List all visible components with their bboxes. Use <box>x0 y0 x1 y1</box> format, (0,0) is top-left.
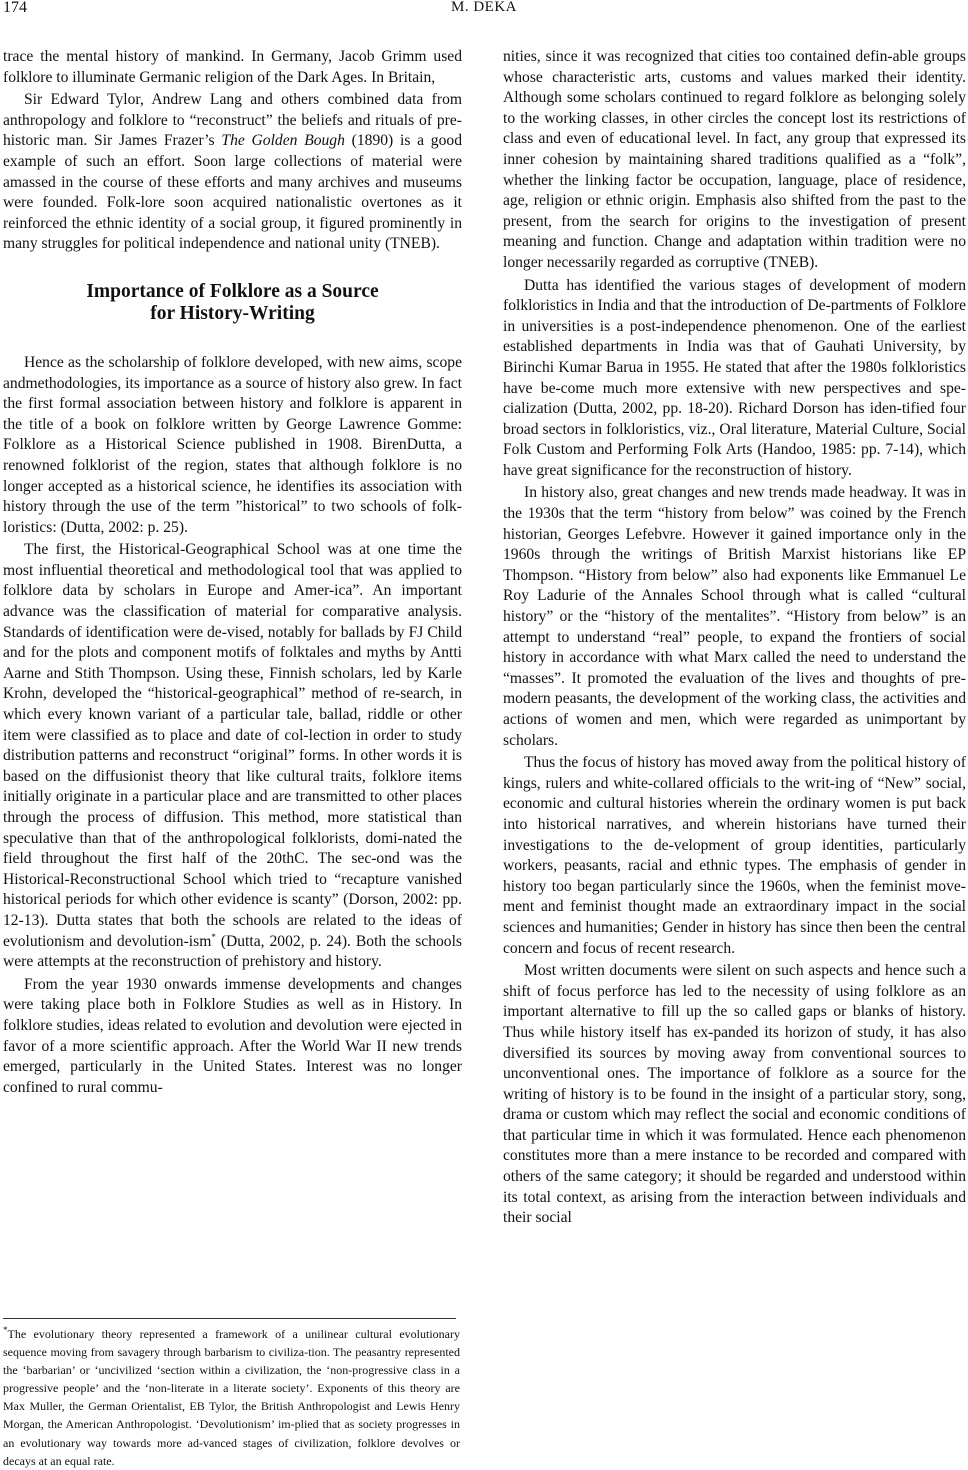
paragraph: Thus the focus of history has moved away from the political history of kings, rulers and white-collared officials to the writ-ing of “New” social, economic and cultural histories wherein the ordinary women is put back into historical narratives, and wherein historians have turned their investigations to the de-velopment of group identities, particularly workers, peasants, racial and ethnic types. The emphasis of gender in history too began particularly since the 1960s, when the feminist move-ment and feminist thought made an extraordinary impact in the social sciences and humanities; Gender in history has since then been the central concern and focus of recent research. <box>503 754 966 957</box>
heading-line: for History-Writing <box>150 302 315 324</box>
left-column <box>3 47 462 1098</box>
paragraph: Dutta has identified the various stages of development of modern folkloristics in India and that the introduction of De-partments of Folklore in universities is a post-independence phenomenon. One of the earliest established departments in India was that of Gauhati University, by Birinchi Kumar Barua in 1955. He stated that after the 1980s folkloristics have be-come much more extensive with new perspectives and spe-cialization (Dutta, 2002, pp. 18-20). Richard Dorson has iden-tified four broad sectors in folkloristics, viz., Oral literature, Material Culture, Social Folk Custom and Performing Folk Arts (Handoo, 1985: pp. 7-14), which have great significance for the reconstruction of history. <box>503 276 966 479</box>
section-heading <box>3 281 462 325</box>
footnote <box>3 1325 460 1470</box>
page-header <box>0 0 968 22</box>
text-span: The first, the Historical-Geographical School was at one time the most influential theoretical and methodological tool that was applied to folklore data by scholars in Europe and Amer-ica”. An important advance was the classification of material for comparative analysis. Standards of identification were de-vised, notably for ballads by FJ Child and for the plots and component motifs of folktales and myths by Antti Aarne and Stith Thompson. Using these, Finnish scholars, led by Karle Krohn, developed the “historical-geographical” method of re-search, in which every known variant of a particular tale, ballad, riddle or other item were classified as to place and date of col-lection in order to study distribution patterns and reconstruct “original” forms. In other words it is based on the diffusionist theory that like cultural traits, folklore items initially originate in a particular place and are transmitted to other places through the process of diffusion. This method, more statistical than speculative than that of the anthropological folklorists, domi-nated the field throughout the first half of the 20thC. The sec-ond was the Historical-Reconstructional School which tried to “recapture vanished historical periods for which other evidence is scanty” (Dorson, 2002: pp. 12-13). Dutta states that both the schools are related to the ideas of evolutionism and devolution-ism <box>3 541 462 950</box>
page-number: 174 <box>3 0 27 16</box>
paragraph <box>3 540 462 972</box>
right-column <box>503 47 966 1229</box>
paragraph: From the year 1930 onwards immense developments and changes were taking place both in Folklore Studies as well as in History. In folklore studies, ideas related to evolution and devolution were ejected in favor of a more scientific approach. After the World War II new trends emerged, particularly in the United States. Interest was no longer confined to rural commu- <box>3 975 462 1096</box>
book-title: The Golden Bough <box>221 132 345 150</box>
heading-line: Importance of Folklore as a Source <box>86 280 379 302</box>
running-head: M. DEKA <box>451 0 517 15</box>
footnote-marker: * <box>3 1325 8 1335</box>
paragraph: Most written documents were silent on such aspects and hence such a shift of focus perforce has led to the necessity of using folklore as an important alternative to fill up the so called gaps or blanks of history. Thus while history itself has ex-panded its horizon of study, it has also diversified its sources by moving away from conventional sources to unconventional ones. The importance of folklore as a source for the writing of history is to be found in the insight of a particular story, song, drama or custom which may reflect the social and economic conditions of that particular time in which it was formulated. Hence each phenomenon constitutes more than a mere instance to be recorded and compared with others of the same category; it should be regarded and understood within its total context, as arising from the interaction between individuals and their social <box>503 962 966 1227</box>
footnote-divider <box>3 1318 456 1319</box>
text-span: (1890) is a good example of such an effort. Soon large collections of material were amassed in the course of these efforts and many archives and museums were founded. Folk-lore soon acquired nationalistic overtones as it reinforced the ethnic identity of a social group, it figured prominently in many struggles for political independence and national unity (TNEB). <box>3 132 462 253</box>
text-span: Sir Edward Tylor, Andrew Lang and others combined data from anthropology and folklore to “reconstruct” the beliefs and rituals of pre-historic man. Sir James Frazer’s <box>3 91 462 150</box>
paragraph: trace the mental history of mankind. In Germany, Jacob Grimm used folklore to illuminate Germanic religion of the Dark Ages. In Britain, <box>3 48 462 86</box>
text-span: (Dutta, 2002, p. 24). Both the schools were attempts at the reconstruction of prehistory and history. <box>3 932 463 971</box>
paragraph: In history also, great changes and new trends made headway. It was in the 1930s that the term “history from below” was coined by the French historian, Georges Lefebvre. However it gained importance only in the 1960s through the writings of British Marxist historians like EP Thompson. “History from below” also had exponents like Emmanuel Le Roy Ladurie of the Annales School through what is called “cultural history” or the “history of the mentalites”. “History from below” is an attempt to understand “real” people, to expand the frontiers of social history in accordance with what Marx called the need to understand the “masses”. It promoted the evaluation of the lives and thoughts of pre-modern peasants, the development of the working class, the activities and actions of women and men, which were regarded as unimportant by scholars. <box>503 484 966 749</box>
paragraph <box>3 90 462 255</box>
paragraph: nities, since it was recognized that cities too contained defin-able groups whose characteristic arts, customs and values marked their identity. Although some scholars continued to regard folklore as belonging solely to the working classes, in other circles the concept lost its restrictions of class and even of educational level. In fact, any group that expressed its inner cohesion by maintaining shared traditions qualified as a “folk”, whether the linking factor be occupation, language, place of residence, age, religion or ethnic origin. Emphasis also shifted from the past to the present, from the search for origins to the investigation of present meaning and function. Change and adaptation within tradition were no longer necessarily regarded as corruptive (TNEB). <box>503 48 966 271</box>
footnote-marker[interactable]: * <box>211 931 216 942</box>
paragraph: Hence as the scholarship of folklore developed, with new aims, scope andmethodologies, its importance as a source of history also grew. In fact the first formal association between history and folklore is apparent in the title of a book on folklore written by George Lawrence Gomme: Folklore as a Historical Science published in 1908. BirenDutta, a renowned folklorist of the region, states that although folklore is no longer accepted as a historical science, he identifies its association with history through the use of the term ”historical” to two schools of folk-loristics: (Dutta, 2002: p. 25). <box>3 353 462 536</box>
footnote-text: The evolutionary theory represented a framework of a unilinear cultural evolutionary sequence moving from savagery through barbarism to civiliza-tion. The peasantry represented the ‘barbarian’ or ‘uncivilized ‘section within a civilization, the ‘non-progressive class in a progressive people’ and the ‘non-literate in a literate society’. Exponents of this theory are Max Muller, the German Orientalist, EB Tylor, the British Anthropologist and Lewis Henry Morgan, the American Anthropologist. ‘Devolutionism’ im-plied that as society progresses in an evolutionary way towards more ad-vanced stages of civilization, folklore devolves or decays at an equal rate. <box>3 1327 460 1468</box>
